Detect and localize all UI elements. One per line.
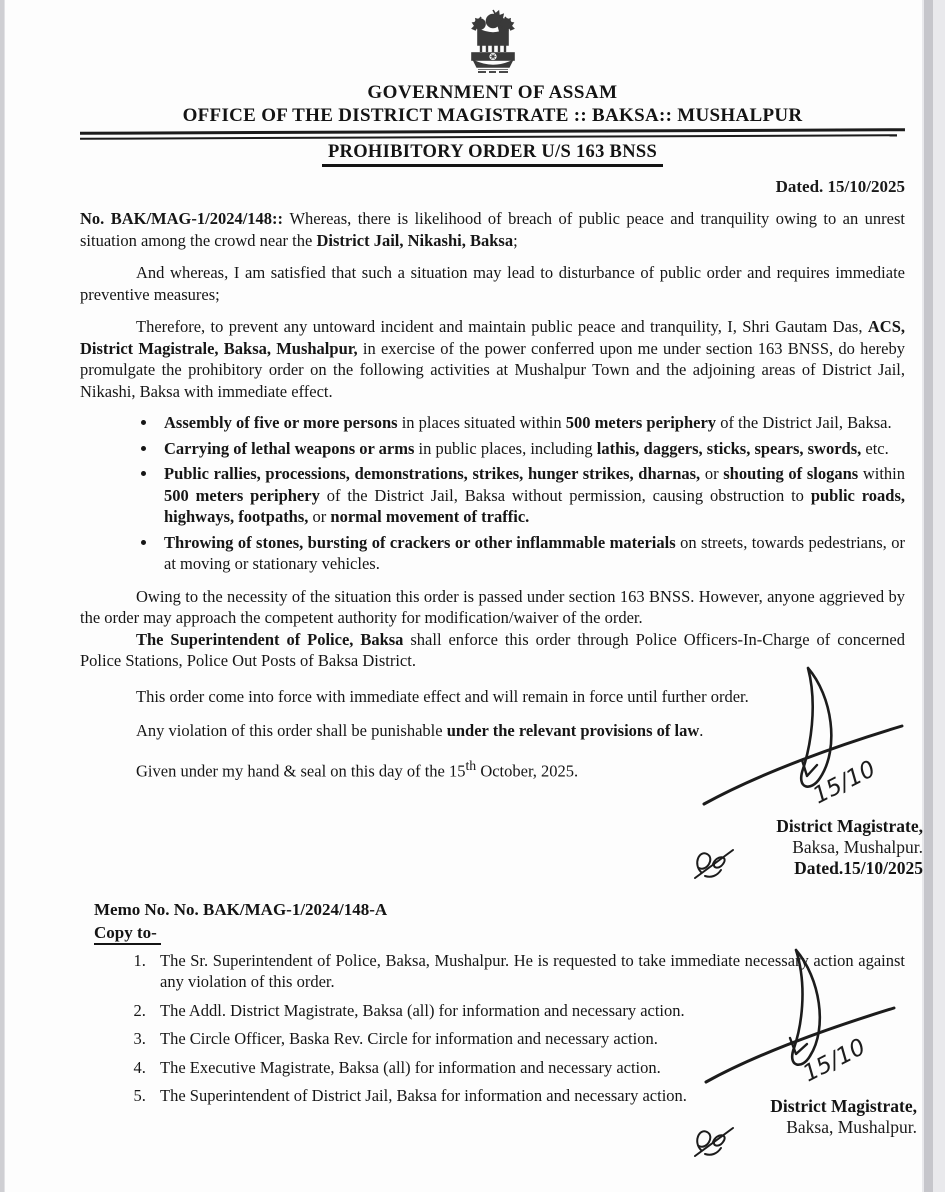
- list-item: 2. The Addl. District Magistrate, Baksa (all) for information and necessary action.: [150, 1000, 905, 1022]
- initial-scribble-icon: [691, 838, 739, 882]
- svg-text:15/10: 15/10: [798, 1034, 870, 1088]
- svg-text:15/10: 15/10: [808, 756, 880, 810]
- government-line: GOVERNMENT OF ASSAM: [367, 82, 618, 103]
- paragraph-violation: Any violation of this order shall be punishable under the relevant provisions of law.: [136, 721, 704, 740]
- paragraph-given: Given under my hand & seal on this day of the 15th October, 2025.: [136, 757, 579, 780]
- list-item: 1. The Sr. Superintendent of Police, Baksa, Mushalpur. He is requested to take immediate necessary action against any violation of this order.: [150, 950, 905, 993]
- list-item: 5. The Superintendent of District Jail, Baksa for information and necessary action.: [150, 1085, 905, 1107]
- signature-block-order: [683, 664, 923, 879]
- signatory-date: Dated.15/10/2025: [794, 858, 923, 878]
- office-line: OFFICE OF THE DISTRICT MAGISTRATE :: BAKSA:: MUSHALPUR: [182, 105, 803, 126]
- signatory-designation: District Magistrate,: [776, 816, 923, 836]
- prohibited-activities-list: [80, 412, 905, 575]
- list-item: • Throwing of stones, bursting of crackers or other inflammable materials on streets, towards pedestrians, or at moving or stationary vehicles.: [158, 532, 905, 575]
- paragraph-owing: Owing to the necessity of the situation this order is passed under section 163 BNSS. However, anyone aggrieved by the order may approach the competent authority for modification/waiver of the order.: [80, 586, 905, 627]
- paragraph-and-whereas: And whereas, I am satisfied that such a situation may lead to disturbance of public order and requires immediate preventive measures;: [80, 263, 905, 304]
- list-item: • Public rallies, processions, demonstrations, strikes, hunger strikes, dharnas, or shouting of slogans within 500 meters periphery of the District Jail, Baksa without permission, causing obstruction to public roads, highways, footpaths, or normal movement of traffic.: [158, 463, 905, 528]
- list-item: 3. The Circle Officer, Baska Rev. Circle for information and necessary action.: [150, 1028, 905, 1050]
- list-item: 4. The Executive Magistrate, Baksa (all) for information and necessary action.: [150, 1057, 905, 1079]
- signatory-designation: District Magistrate,: [770, 1096, 917, 1116]
- signatory-place: Baksa, Mushalpur.: [786, 1117, 917, 1137]
- copy-to-label: Copy to-: [94, 923, 161, 945]
- initial-scribble-icon: [691, 1116, 739, 1160]
- signature-ink: [683, 664, 923, 812]
- paragraph-therefore: Therefore, to prevent any untoward incident and maintain public peace and tranquility, I, Shri Gautam Das, ACS, District Magistrale, Baksa, Mushalpur, in exercise of the power conferred upon me under section 163 BNSS, do hereby promulgate the prohibitory order on the following activities at Mushalpur Town and the adjoining areas of District Jail, Nikashi, Baksa with immediate effect.: [80, 317, 905, 401]
- national-emblem-icon: [80, 6, 905, 80]
- paragraph-whereas: No. BAK/MAG-1/2024/148:: Whereas, there is likelihood of breach of public peace and tranquility owing to an unrest situation among the crowd near the District Jail, Nikashi, Baksa;: [80, 209, 905, 250]
- dated-line: Dated. 15/10/2025: [775, 177, 905, 196]
- order-title: PROHIBITORY ORDER U/S 163 BNSS: [322, 142, 663, 167]
- list-item: • Assembly of five or more persons in places situated within 500 meters periphery of the District Jail, Baksa.: [158, 412, 905, 434]
- signatory-place: Baksa, Mushalpur.: [792, 837, 923, 857]
- header-divider: [80, 128, 905, 140]
- signature-block-memo: [677, 944, 917, 1138]
- list-item: • Carrying of lethal weapons or arms in public places, including lathis, daggers, sticks, spears, swords, etc.: [158, 438, 905, 460]
- paragraph-superintendent: The Superintendent of Police, Baksa shall enforce this order through Police Officers-In-Charge of concerned Police Stations, Police Out Posts of Baksa District.: [80, 629, 905, 670]
- paragraph-force: This order come into force with immediate effect and will remain in force until further order.: [136, 686, 749, 706]
- signature-ink: [677, 944, 917, 1092]
- memo-number: Memo No. No. BAK/MAG-1/2024/148-A: [94, 899, 388, 919]
